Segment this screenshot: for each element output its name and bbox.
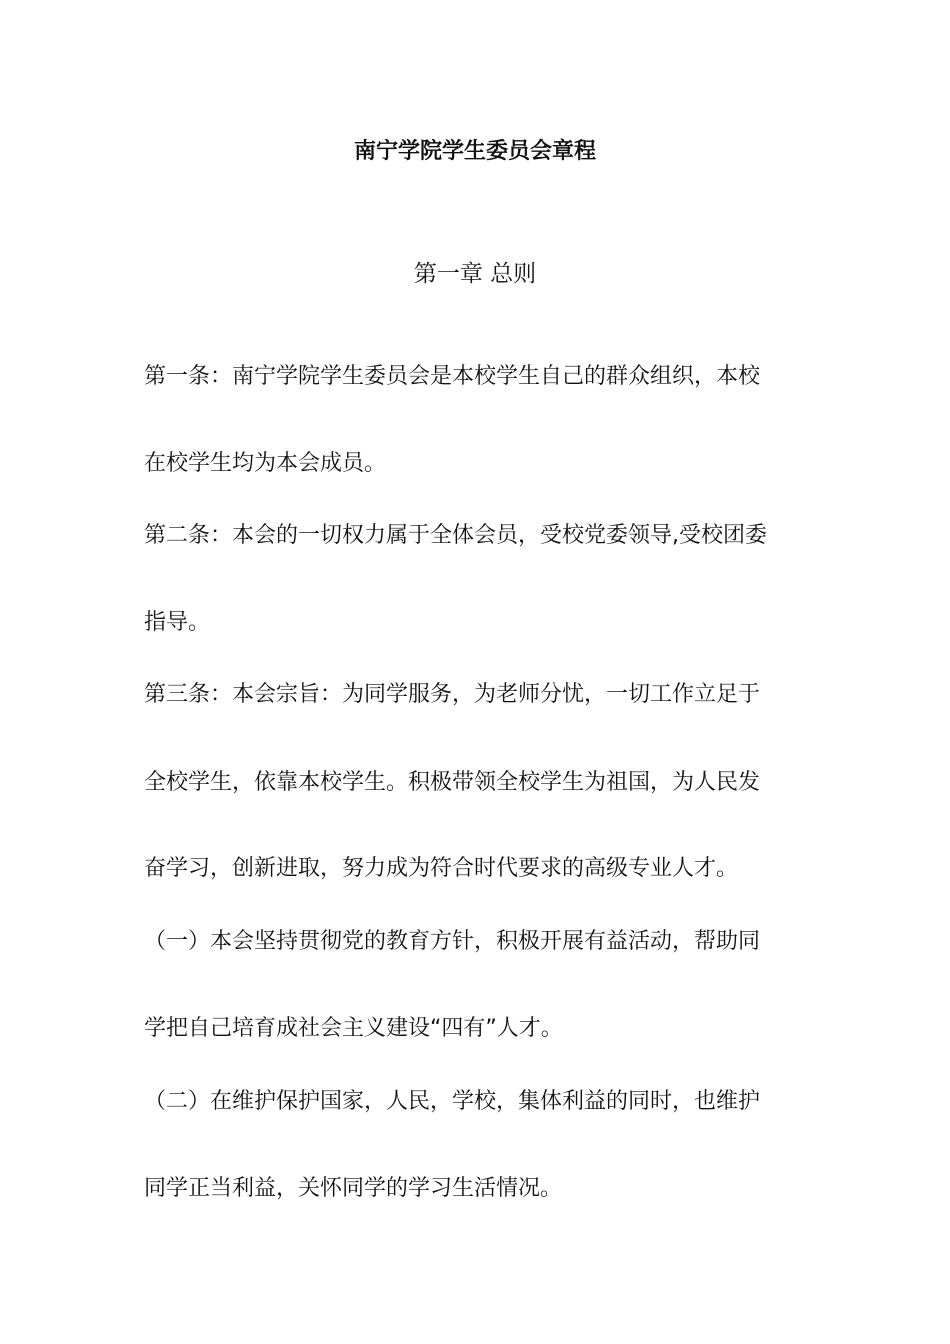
paragraph-line: 奋学习，创新进取，努力成为符合时代要求的高级专业人才。 (144, 856, 739, 881)
paragraph-line: （一）本会坚持贯彻党的教育方针，积极开展有益活动，帮助同 (144, 929, 761, 954)
paragraph-line: 学把自己培育成社会主义建设“四有”人才。 (144, 1016, 563, 1041)
paragraph-line: 指导。 (144, 610, 211, 635)
paragraph-line: 第三条：本会宗旨：为同学服务，为老师分忧，一切工作立足于 (144, 682, 761, 707)
document-title: 南宁学院学生委员会章程 (353, 139, 596, 164)
chapter-heading: 第一章 总则 (413, 261, 537, 287)
paragraph-line: 同学正当利益，关怀同学的学习生活情况。 (144, 1176, 563, 1201)
paragraph-line: 在校学生均为本会成员。 (144, 451, 387, 476)
paragraph-line: 第一条：南宁学院学生委员会是本校学生自己的群众组织，本校 (144, 364, 761, 389)
paragraph-line: （二）在维护保护国家，人民，学校，集体利益的同时，也维护 (144, 1089, 761, 1114)
paragraph-line: 第二条：本会的一切权力属于全体会员，受校党委领导,受校团委 (144, 523, 767, 548)
paragraph-line: 全校学生，依靠本校学生。积极带领全校学生为祖国，为人民发 (144, 770, 761, 795)
